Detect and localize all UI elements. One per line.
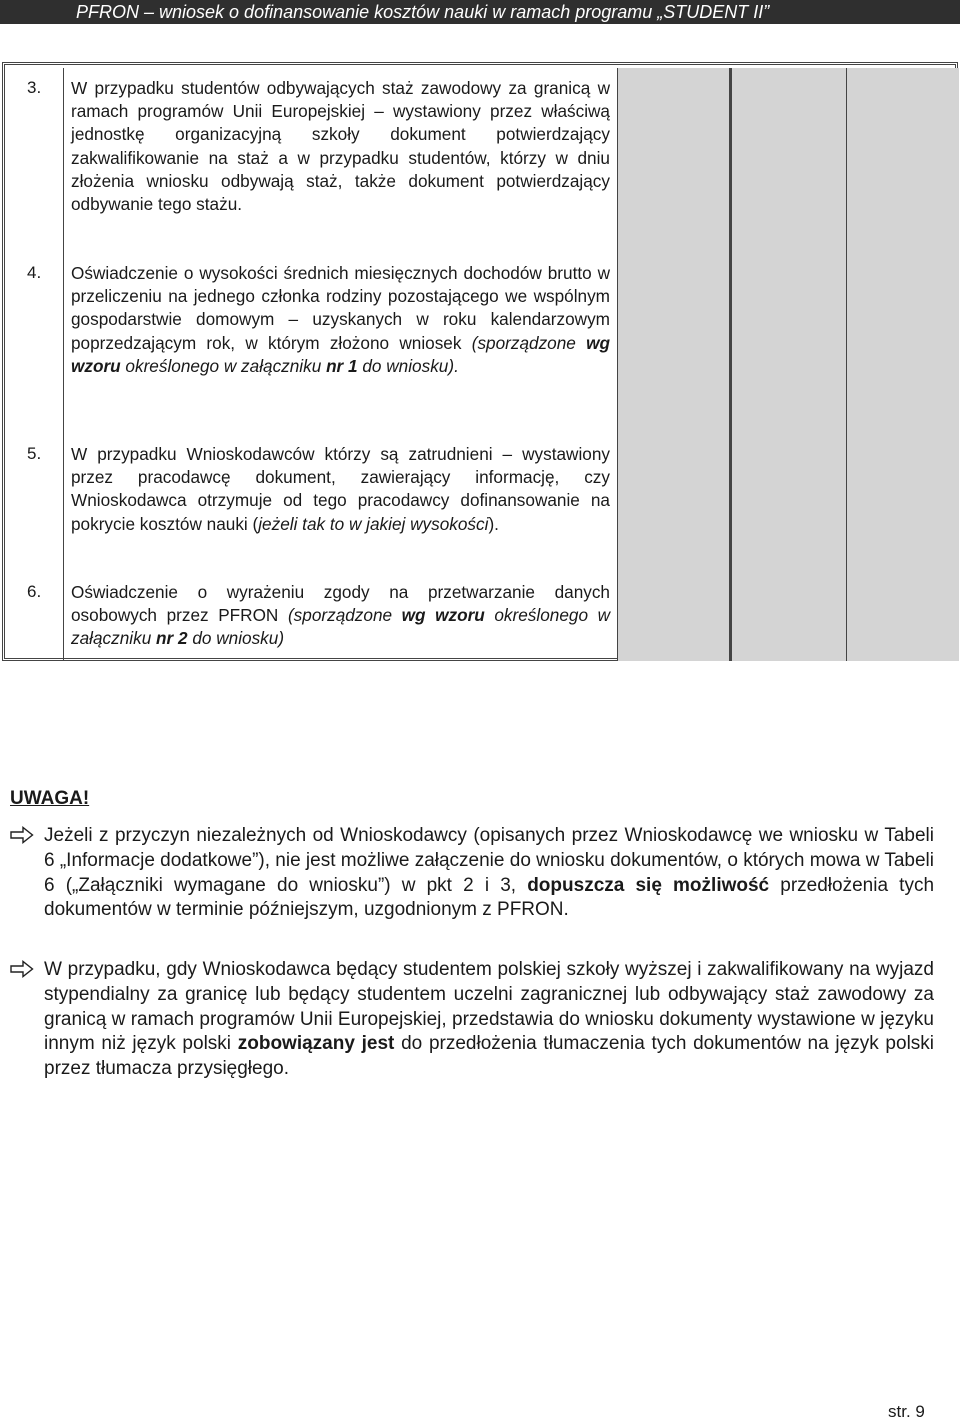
note-1-text-b: przedłożenia tych dokumentów w terminie późniejszym, uzgodnionym z PFRON. xyxy=(44,874,935,921)
gray-cell-3 xyxy=(846,68,959,661)
item-6-italic-b: określonego w załączniku xyxy=(71,605,611,649)
gray-cell-1 xyxy=(618,68,730,661)
item-6-bold-b: nr 2 xyxy=(156,628,188,649)
item-text-4 xyxy=(71,262,610,378)
item-4-italic-b: określonego w załączniku xyxy=(120,355,327,376)
item-4-text: Oświadczenie o wysokości średnich miesięcznych dochodów brutto w przeliczeniu na jednego członka rodziny pozostającego we wspólnym gospodarstwie domowym – uzyskanych w roku kalendarzowym poprzedzającym rok, w którym złożono wniosek xyxy=(71,263,610,353)
item-4-italic-a: (sporządzone xyxy=(471,332,587,353)
item-6-bold-a: wg wzoru xyxy=(401,605,485,626)
attachments-table xyxy=(2,62,958,661)
item-number-6: 6. xyxy=(27,582,42,601)
item-6-text: Oświadczenie o wyrażeniu zgody na przetwarzanie danych osobowych przez PFRON xyxy=(71,582,610,626)
warning-note-1-text xyxy=(44,824,934,923)
item-6-italic-c: do wniosku) xyxy=(187,628,285,649)
warning-note-2-text xyxy=(44,958,934,1082)
note-1-bold: dopuszcza się możliwość xyxy=(527,874,770,896)
item-text-3: W przypadku studentów odbywających staż zawodowy za granicą w ramach programów Unii Europejskiej – wystawiony przez właściwą jednostkę organizacyjną szkoły dokument potwierdzający zakwalifikowanie na staż a w przypadku studentów, którzy w dniu złożenia wniosku odbywają staż, także dokument potwierdzający odbywanie tego stażu. xyxy=(71,78,610,215)
item-6-italic-a: (sporządzone xyxy=(287,605,402,626)
number-column xyxy=(8,68,64,661)
item-text-6 xyxy=(71,581,610,651)
note-2-bold: zobowiązany jest xyxy=(237,1033,395,1055)
item-5-text-end: ). xyxy=(488,513,499,534)
item-number-3: 3. xyxy=(27,78,42,97)
note-1-text-a: Jeżeli z przyczyn niezależnych od Wnioskodawcy (opisanych przez Wnioskodawcę we wniosku w Tabeli 6 „Informacje dodatkowe”), nie jest możliwe załączenie do wniosku dokumentów, o których mowa w Tabeli 6 („Załączniki wymagane do wniosku”) w pkt 2 i 3, xyxy=(44,825,934,896)
item-text-5 xyxy=(71,443,610,536)
header-title: PFRON – wniosek o dofinansowanie kosztów nauki w ramach programu „STUDENT II” xyxy=(76,2,770,22)
item-4-bold-b: nr 1 xyxy=(326,355,358,376)
gray-cell-2 xyxy=(730,68,847,661)
arrow-right-icon xyxy=(10,960,34,978)
item-number-4: 4. xyxy=(27,263,42,282)
page-number: str. 9 xyxy=(888,1402,925,1421)
page-header xyxy=(0,0,960,24)
item-number-5: 5. xyxy=(27,444,42,463)
arrow-right-icon xyxy=(10,826,34,844)
item-4-italic-c: do wniosku). xyxy=(357,355,459,376)
warning-heading: UWAGA! xyxy=(10,788,90,809)
item-5-text: W przypadku Wnioskodawców którzy są zatrudnieni – wystawiony przez pracodawcę dokument, zawierający informację, czy Wnioskodawca otrzymuje od tego pracodawcy dofinansowanie na pokrycie kosztów nauki ( xyxy=(71,444,610,534)
item-4-bold-a: wg wzoru xyxy=(71,332,611,376)
note-2-text-b: do przedłożenia tłumaczenia tych dokumentów na język polski przez tłumacza przysięgłego. xyxy=(44,1033,935,1080)
item-5-italic: jeżeli tak to w jakiej wysokości xyxy=(258,513,489,534)
note-2-text-a: W przypadku, gdy Wnioskodawca będący studentem polskiej szkoły wyższej i zakwalifikowany na wyjazd stypendialny za granicę lub będący studentem uczelni zagranicznej lub odbywający staż zawodowy za granicą w ramach programów Unii Europejskiej, przedstawia do wniosku dokumenty wystawione w języku innym niż język polski xyxy=(44,959,934,1055)
